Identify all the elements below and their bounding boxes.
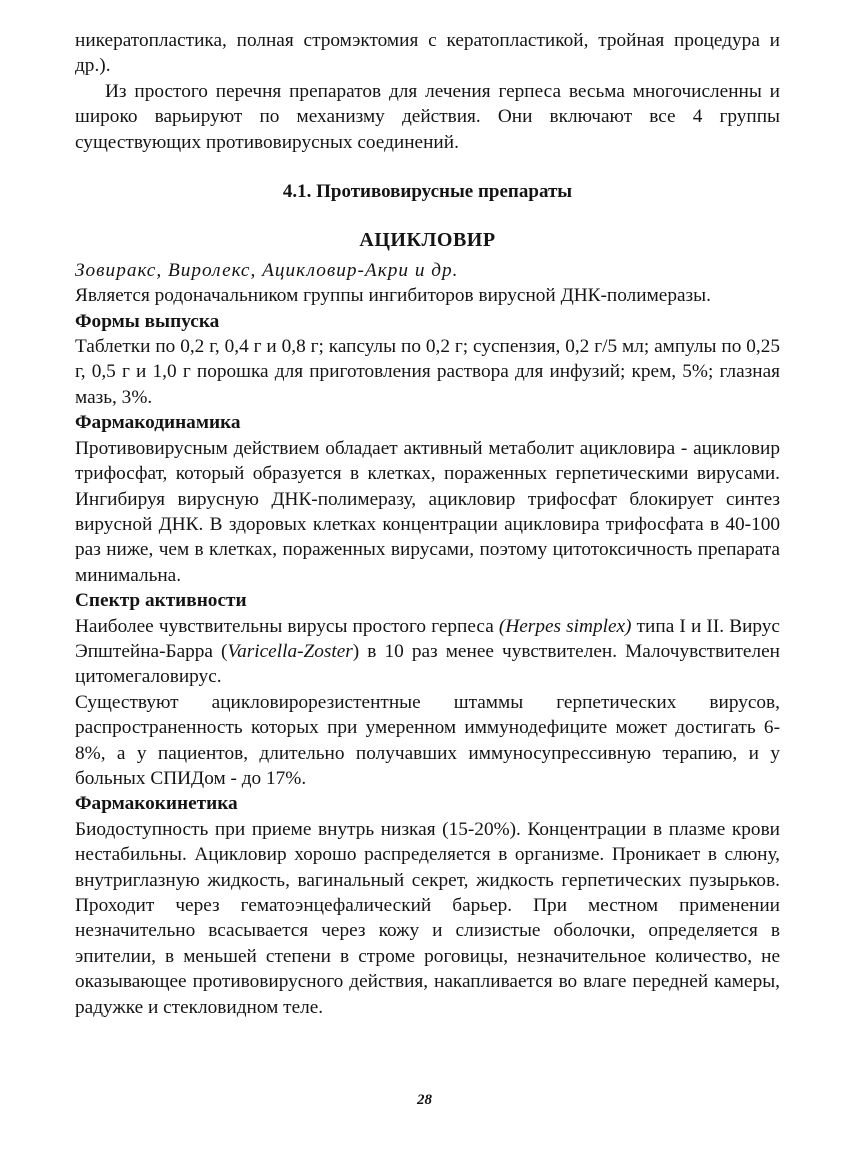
- spectrum-text-c: типа I и II. Вирус Эпштейна-Барра (: [75, 615, 780, 662]
- spectrum-text-a: Наиболее чувствительны вирусы простого герпеса: [75, 615, 499, 637]
- pharmacokinetics-text: Биодоступность при приеме внутрь низкая (15-20%). Концентрации в плазме крови нестабильны. Ацикловир хорошо распределяется в организме. Проникает в слюну, внутриглазную жидкость, вагинальный секрет, жидкость герпетических пузырьков. Проходит через гематоэнцефалический барьер. При местном применении незначительно всасывается через кожу и слизистые оболочки, определяется в эпителии, в меньшей степени в строме роговицы, незначительное количество, не оказывающее противовирусного действия, накапливается во влаге передней камеры, радужке и стекловидном теле.: [75, 818, 780, 1018]
- page-body: [75, 28, 780, 1020]
- spectrum-paragraph-2: Существуют ацикловирорезистентные штаммы герпетических вирусов, распространенность которых при умеренном иммунодефиците может достигать 6-8%, а у пациентов, длительно получавших иммуносупрессивную терапию, и у больных СПИДом - до 17%.: [75, 691, 780, 789]
- drug-description: Является родоначальником группы ингибиторов вирусной ДНК-полимеразы.: [75, 285, 711, 307]
- section-title: 4.1. Противовирусные препараты: [282, 181, 573, 203]
- varicella-zoster-term: Varicella-Zoster: [227, 640, 353, 662]
- intro-paragraph-1: никератопластика, полная стромэктомия с кератопластикой, тройная процедура и др.).: [75, 30, 780, 77]
- forms-heading: Формы выпуска: [75, 310, 220, 332]
- spectrum-text-e: ) в 10 раз менее чувствителен. Малочувствителен цитомегаловирус.: [75, 640, 780, 688]
- intro-paragraph-2: Из простого перечня препаратов для лечения герпеса весьма многочисленны и широко варьируют по механизму действия. Они включают все 4 группы существующих противовирусных соединений.: [75, 80, 780, 153]
- spectrum-paragraph-1: [75, 614, 780, 690]
- pharmacodynamics-text: Противовирусным действием обладает активный метаболит ацикловира - ацикловир трифосфат, который образуется в клетках, пораженных герпетическими вирусами. Ингибируя вирусную ДНК-полимеразу, ацикловир трифосфат блокирует синтез вирусной ДНК. В здоровых клетках концентрации ацикловира трифосфата в 40-100 раз ниже, чем в клетках, пораженных вирусами, поэтому цитотоксичность препарата минимальна.: [75, 437, 780, 586]
- pharmacodynamics-heading: Фармакодинамика: [75, 412, 241, 434]
- forms-text: Таблетки по 0,2 г, 0,4 г и 0,8 г; капсулы по 0,2 г; суспензия, 0,2 г/5 мл; ампулы по 0,25 г, 0,5 г и 1,0 г порошка для приготовления раствора для инфузий; крем, 5%; глазная мазь, 3%.: [75, 336, 780, 408]
- herpes-simplex-term: (Herpes simplex): [498, 615, 632, 637]
- drug-synonyms: Зовиракс, Виролекс, Ацикловир-Акри и др.: [75, 259, 459, 281]
- spectrum-heading: Спектр активности: [75, 590, 247, 612]
- drug-name: АЦИКЛОВИР: [359, 229, 496, 252]
- pharmacokinetics-heading: Фармакокинетика: [75, 793, 238, 815]
- page-number: 28: [417, 1092, 432, 1108]
